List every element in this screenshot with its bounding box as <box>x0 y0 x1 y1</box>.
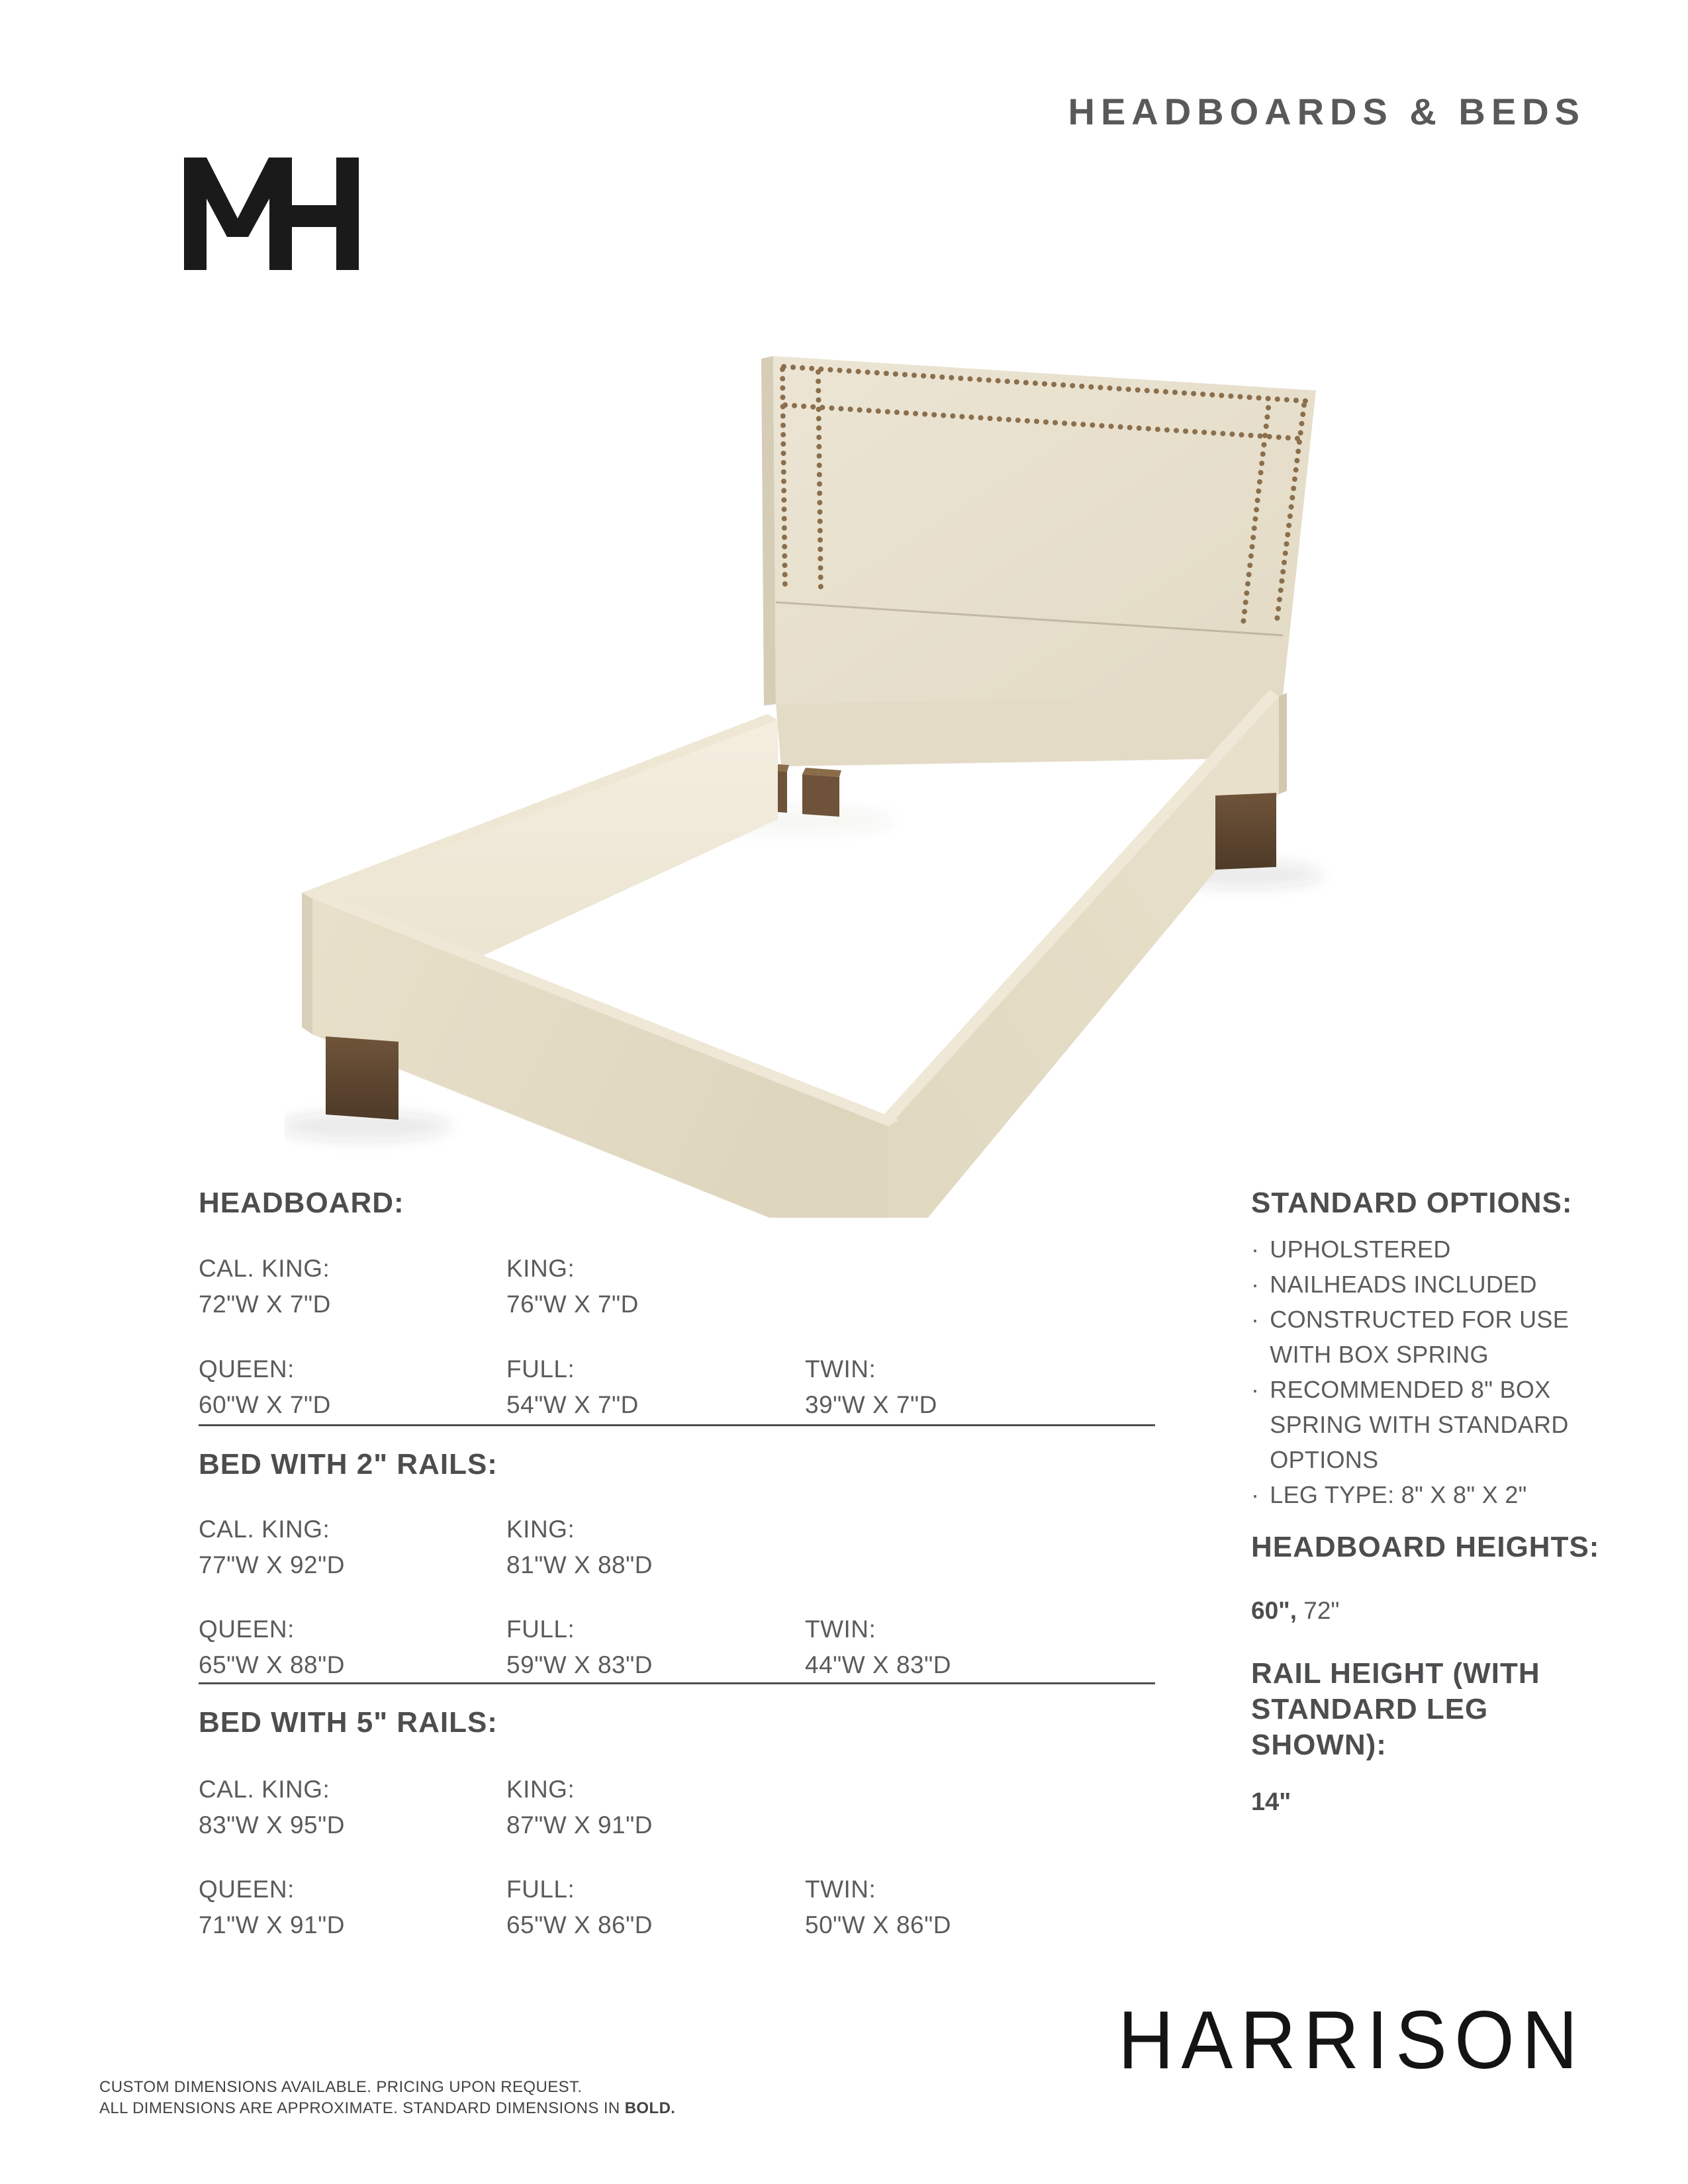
size-label: CAL. KING: <box>199 1516 330 1543</box>
size-value: 72"W X 7"D <box>199 1291 331 1318</box>
size-value: 59"W X 83"D <box>506 1651 653 1678</box>
size-cell <box>199 1516 345 1579</box>
size-cell <box>506 1776 653 1839</box>
option-item <box>1251 1477 1609 1512</box>
size-value: 65"W X 86"D <box>506 1911 653 1938</box>
page-title: HEADBOARDS & BEDS <box>1068 91 1585 132</box>
bullet-icon: · <box>1251 1306 1260 1333</box>
size-label: FULL: <box>506 1615 575 1643</box>
size-cell <box>199 1355 331 1419</box>
headboard-heights-block <box>1251 1531 1609 1625</box>
size-value: 39"W X 7"D <box>805 1391 937 1418</box>
size-label: KING: <box>506 1255 575 1282</box>
section-title-bed-2in-rails: BED WITH 2" RAILS: <box>199 1448 498 1480</box>
size-value: 50"W X 86"D <box>805 1911 951 1938</box>
bullet-icon: · <box>1251 1481 1260 1508</box>
size-cell <box>506 1615 653 1679</box>
size-value: 65"W X 88"D <box>199 1651 345 1678</box>
size-value: 54"W X 7"D <box>506 1391 639 1418</box>
product-photo <box>285 291 1344 1218</box>
size-label: KING: <box>506 1776 575 1803</box>
standard-options-block <box>1251 1187 1609 1512</box>
size-label: QUEEN: <box>199 1876 295 1903</box>
size-value: 83"W X 95"D <box>199 1811 345 1839</box>
section-title-headboard: HEADBOARD: <box>199 1187 404 1219</box>
rail-height-title: RAIL HEIGHT (WITH STANDARD LEG SHOWN): <box>1251 1657 1540 1761</box>
rail-height-block <box>1251 1656 1609 1817</box>
size-cell <box>805 1876 951 1939</box>
size-label: QUEEN: <box>199 1355 295 1383</box>
bullet-icon: · <box>1251 1271 1260 1298</box>
section-divider <box>199 1682 1155 1684</box>
size-cell <box>506 1876 653 1939</box>
size-label: TWIN: <box>805 1876 876 1903</box>
standard-options-list <box>1251 1232 1609 1512</box>
footnote-line1: CUSTOM DIMENSIONS AVAILABLE. PRICING UPON REQUEST. <box>99 2078 583 2096</box>
size-value: 60"W X 7"D <box>199 1391 331 1418</box>
size-label: TWIN: <box>805 1615 876 1643</box>
headboard-height-standard: 60", <box>1251 1597 1297 1624</box>
option-text: CONSTRUCTED FOR USE WITH BOX SPRING <box>1270 1306 1570 1368</box>
footnotes <box>99 2077 675 2119</box>
size-label: CAL. KING: <box>199 1776 330 1803</box>
mh-logo-icon <box>184 158 361 273</box>
footnote-bold: BOLD. <box>624 2099 676 2117</box>
size-value: 71"W X 91"D <box>199 1911 345 1938</box>
size-value: 77"W X 92"D <box>199 1551 345 1578</box>
rail-height-value: 14" <box>1251 1788 1291 1816</box>
option-item <box>1251 1232 1609 1267</box>
size-cell <box>199 1615 345 1679</box>
section-title-bed-5in-rails: BED WITH 5" RAILS: <box>199 1706 498 1739</box>
size-cell <box>506 1516 653 1579</box>
option-text: LEG TYPE: 8" X 8" X 2" <box>1270 1481 1527 1508</box>
size-cell <box>805 1615 951 1679</box>
size-label: FULL: <box>506 1876 575 1903</box>
size-value: 87"W X 91"D <box>506 1811 653 1839</box>
size-cell <box>506 1355 639 1419</box>
option-item <box>1251 1372 1609 1477</box>
size-cell <box>805 1355 937 1419</box>
size-label: KING: <box>506 1516 575 1543</box>
size-label: QUEEN: <box>199 1615 295 1643</box>
option-text: NAILHEADS INCLUDED <box>1270 1271 1537 1298</box>
brand-logo <box>184 158 361 273</box>
option-item <box>1251 1302 1609 1372</box>
size-cell <box>199 1776 345 1839</box>
bed-illustration-icon <box>285 291 1344 1218</box>
footnote-line2: ALL DIMENSIONS ARE APPROXIMATE. STANDARD DIMENSIONS IN BOLD. <box>99 2099 676 2117</box>
option-text: UPHOLSTERED <box>1270 1236 1451 1263</box>
option-text: RECOMMENDED 8" BOX SPRING WITH STANDARD OPTIONS <box>1270 1376 1569 1473</box>
size-value: 76"W X 7"D <box>506 1291 639 1318</box>
size-cell <box>199 1876 345 1939</box>
size-cell <box>199 1255 331 1318</box>
headboard-height-other: 72" <box>1296 1597 1340 1624</box>
headboard-heights-title: HEADBOARD HEIGHTS: <box>1251 1531 1600 1563</box>
product-name: HARRISON <box>1118 1995 1585 2086</box>
bullet-icon: · <box>1251 1376 1260 1403</box>
size-value: 44"W X 83"D <box>805 1651 951 1678</box>
size-label: FULL: <box>506 1355 575 1383</box>
standard-options-title: STANDARD OPTIONS: <box>1251 1187 1573 1219</box>
size-label: CAL. KING: <box>199 1255 330 1282</box>
size-value: 81"W X 88"D <box>506 1551 653 1578</box>
headboard-heights-values <box>1251 1597 1609 1625</box>
section-divider <box>199 1424 1155 1426</box>
size-label: TWIN: <box>805 1355 876 1383</box>
bullet-icon: · <box>1251 1236 1260 1263</box>
option-item <box>1251 1267 1609 1302</box>
size-cell <box>506 1255 639 1318</box>
